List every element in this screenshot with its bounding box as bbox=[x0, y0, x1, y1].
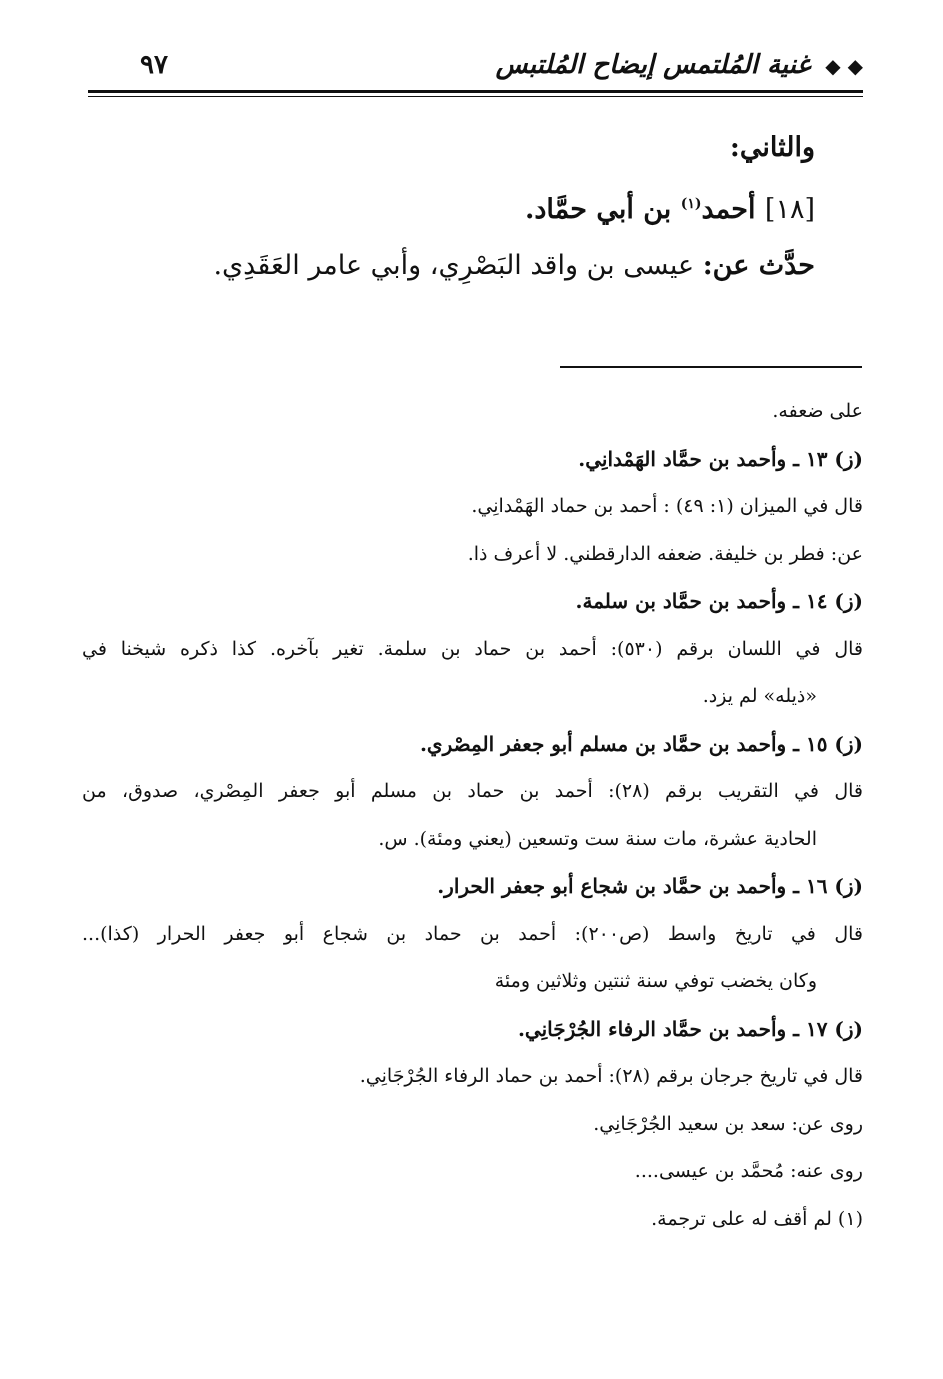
entry-name: أحمد bbox=[701, 194, 756, 225]
header-rule-thick bbox=[88, 90, 863, 93]
footnote-heading: (ز) ١٤ ـ وأحمد بن حمَّاد بن سلمة. bbox=[575, 589, 863, 613]
narrated-from-text: عيسى بن واقد البَصْرِي، وأبي عامر العَقَدِي. bbox=[213, 250, 695, 281]
footnote-line: (١) لم أقف له على ترجمة. bbox=[651, 1207, 863, 1230]
footnote-line: «ذيله» لم يزد. bbox=[702, 685, 817, 707]
footnote-line: عن: فطر بن خليفة. ضعفه الدارقطني. لا أعرف ذا. bbox=[467, 542, 863, 565]
footnote-heading: (ز) ١٦ ـ وأحمد بن حمَّاد بن شجاع أبو جعفر الحرار. bbox=[437, 874, 863, 898]
page-header bbox=[88, 48, 863, 88]
narrated-from-line bbox=[125, 238, 815, 294]
footnote-line: وكان يخضب توفي سنة ثنتين وثلاثين ومئة bbox=[494, 970, 817, 992]
main-text bbox=[125, 120, 815, 294]
footnote-line: على ضعفه. bbox=[772, 400, 863, 422]
entry-name-rest: بن أبي حمَّاد. bbox=[524, 194, 672, 225]
entry-heading bbox=[125, 176, 815, 238]
footnote-line: روى عن: سعد بن سعيد الجُرْجَانِي. bbox=[593, 1112, 863, 1135]
header-rule-thin bbox=[88, 96, 863, 97]
footnote-line: قال في الميزان (١: ٤٩) : أحمد بن حماد الهَمْدانِي. bbox=[471, 495, 863, 517]
footnote-line: روى عنه: مُحمَّد بن عيسى.... bbox=[634, 1160, 863, 1182]
diamond-ornament-icon: ◆ ◆ bbox=[825, 54, 863, 78]
footnote-line: قال في التقريب برقم (٢٨): أحمد بن حماد بن مسلم أبو جعفر المِصْري، صدوق، من bbox=[82, 780, 863, 802]
running-title bbox=[496, 50, 863, 80]
footnote-line: قال في تاريخ جرجان برقم (٢٨): أحمد بن حماد الرفاء الجُرْجَانِي. bbox=[359, 1065, 863, 1087]
section-heading: والثاني: bbox=[729, 132, 815, 163]
footnote-heading: (ز) ١٧ ـ وأحمد بن حمَّاد الرفاء الجُرْجَانِي. bbox=[517, 1016, 863, 1041]
footnote-line: قال في اللسان برقم (٥٣٠): أحمد بن حماد بن سلمة. تغير بآخره. كذا ذكره شيخنا في bbox=[82, 637, 863, 660]
narrated-from-label: حدَّث عن: bbox=[702, 250, 815, 281]
footnote-heading: (ز) ١٥ ـ وأحمد بن حمَّاد بن مسلم أبو جعفر المِصْري. bbox=[419, 731, 863, 756]
footnote-line: قال في تاريخ واسط (ص٢٠٠): أحمد بن حماد بن شجاع أبو جعفر الحرار (كذا)... bbox=[82, 922, 864, 945]
footnote-ref: (١) bbox=[680, 196, 702, 212]
entry-number: [١٨] bbox=[764, 194, 815, 225]
footnote-separator bbox=[560, 366, 862, 368]
page-number: ٩٧ bbox=[140, 50, 168, 80]
footnotes bbox=[82, 388, 863, 1243]
footnote-line: الحادية عشرة، مات سنة ست وتسعين (يعني ومئة). س. bbox=[378, 827, 817, 850]
book-title: غنية المُلتمس إيضاح المُلتبس bbox=[495, 50, 811, 80]
footnote-heading: (ز) ١٣ ـ وأحمد بن حمَّاد الهَمْدانِي. bbox=[578, 446, 863, 471]
